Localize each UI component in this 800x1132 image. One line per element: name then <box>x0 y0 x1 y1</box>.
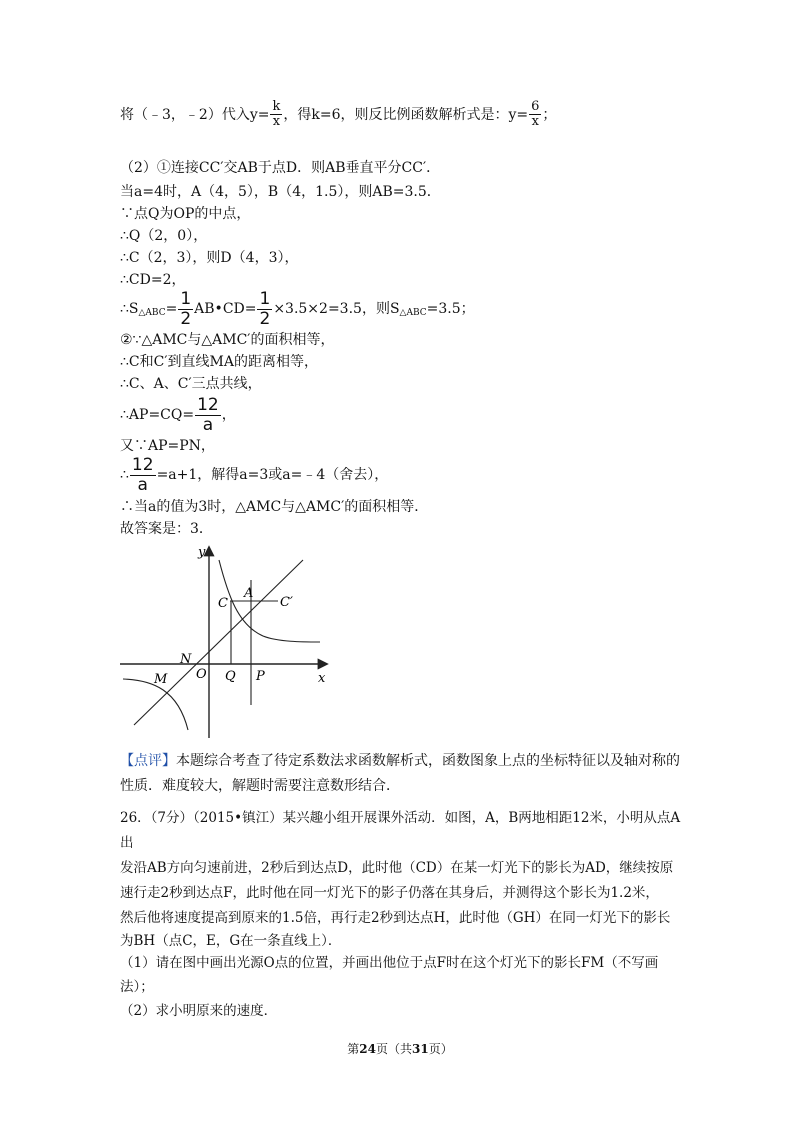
problem-line: 发沿AB方向匀速前进，2秒后到达点D，此时他（CD）在某一灯光下的影长为AD，继续按原 <box>120 860 674 876</box>
total-pages: 31 <box>412 1042 429 1056</box>
point-p-label: P <box>256 669 265 684</box>
solution-line: ∴CD=2， <box>120 272 186 288</box>
solve-a-line <box>120 456 388 494</box>
x-axis-label: x <box>318 671 326 686</box>
problem-line: 法）； <box>120 979 154 995</box>
frac-den: 2 <box>180 308 192 329</box>
solution-line: ∵点Q为OP的中点， <box>120 206 251 222</box>
line-ma <box>134 560 303 725</box>
subscript: △ABC <box>399 308 427 319</box>
fraction-half <box>257 290 272 328</box>
page-footer <box>0 1040 800 1057</box>
text-segment: =a+1，解得a=3或a=﹣4（舍去）， <box>156 467 389 484</box>
problem-line: 为BH（点C，E，G在一条直线上）． <box>120 933 342 949</box>
substitution-line <box>120 100 556 130</box>
solution-line: ∴C、A、C′三点共线， <box>120 376 262 392</box>
solution-line: ∴C（2，3），则D（4，3）， <box>120 250 299 266</box>
footer-text: 页） <box>428 1042 453 1056</box>
coordinate-figure <box>118 540 338 740</box>
problem-line: （2）求小明原来的速度． <box>120 1003 278 1019</box>
problem-line: 速行走2秒到达点F，此时他在同一灯光下的影子仍落在其身后，并测得这个影长为1.2米， <box>120 885 659 901</box>
fraction-6-over-x <box>529 100 541 130</box>
comment-block <box>120 749 685 799</box>
footer-text: 页（共 <box>375 1042 412 1056</box>
point-c-label: C <box>218 596 228 611</box>
fraction-half <box>178 290 193 328</box>
text-segment: ， <box>221 407 236 424</box>
text-segment: ∴AP=CQ= <box>120 407 195 424</box>
footer-text: 第 <box>347 1042 360 1056</box>
solution-line: ∴Q（2，0）， <box>120 228 208 244</box>
comment-line-1 <box>120 749 685 774</box>
subscript: △ABC <box>138 308 166 319</box>
point-n-label: N <box>180 652 192 667</box>
fraction-12-over-a <box>130 456 156 494</box>
point-m-label: M <box>154 672 168 687</box>
solution-line: 故答案是：3． <box>120 521 213 537</box>
frac-den: x <box>531 114 539 130</box>
frac-num: k <box>272 99 281 114</box>
solution-line: 又∵AP=PN， <box>120 438 215 454</box>
frac-den: a <box>137 474 148 495</box>
fraction-k-over-x <box>270 100 282 130</box>
frac-den: x <box>272 114 281 130</box>
solution-line: 当a=4时，A（4，5），B（4，1.5），则AB=3.5． <box>120 184 441 200</box>
comment-tag: 【点评】 <box>120 753 176 769</box>
comment-text: 本题综合考查了待定系数法求函数解析式，函数图象上点的坐标特征以及轴对称的 <box>176 753 680 769</box>
text-segment: 将（﹣3，﹣2）代入y= <box>120 106 270 123</box>
frac-num: 6 <box>531 99 540 114</box>
text-segment: ×3.5×2=3.5，则S <box>273 301 400 318</box>
page-number: 24 <box>359 1042 376 1056</box>
frac-num: 1 <box>259 289 271 309</box>
text-segment: AB•CD= <box>194 301 257 318</box>
frac-num: 1 <box>180 289 192 309</box>
y-axis-label: y <box>198 545 206 560</box>
point-c-prime-label: C′ <box>280 595 293 610</box>
area-formula-line <box>120 290 475 328</box>
text-segment: ； <box>542 106 557 123</box>
text-segment: ∴ <box>120 467 129 484</box>
frac-den: 2 <box>259 308 271 329</box>
fraction-12-over-a <box>195 396 221 434</box>
problem-line: 然后他将速度提高到原来的1.5倍，再行走2秒到达点H，此时他（GH）在同一灯光下的影长 <box>120 910 671 926</box>
frac-num: 12 <box>131 455 154 475</box>
text-segment: ，得k=6，则反比例函数解析式是：y= <box>283 106 529 123</box>
ap-cq-line <box>120 396 236 434</box>
problem-line: （1）请在图中画出光源O点的位置，并画出他位于点F时在这个灯光下的影长FM（不写画 <box>120 955 659 971</box>
point-q-label: Q <box>225 669 236 684</box>
frac-den: a <box>202 414 214 435</box>
solution-line: ∴当a的值为3时，△AMC与△AMC′的面积相等． <box>120 499 429 515</box>
comment-line-2: 性质．难度较大，解题时需要注意数形结合． <box>120 778 400 794</box>
problem-26 <box>120 806 685 1023</box>
solution-line: （2）①连接CC′交AB于点D．则AB垂直平分CC′． <box>120 160 441 176</box>
solution-line: ∴C和C′到直线MA的距离相等， <box>120 354 318 370</box>
origin-label: O <box>196 667 207 682</box>
problem-line: 26．（7分）（2015•镇江）某兴趣小组开展课外活动．如图，A，B两地相距12米，小明从点A出 <box>120 810 681 851</box>
solution-line: ②∵△AMC与△AMC′的面积相等， <box>120 332 335 348</box>
text-segment: =3.5； <box>426 301 475 318</box>
point-a-label: A <box>244 586 254 601</box>
text-segment: ∴S <box>120 301 139 318</box>
frac-num: 12 <box>197 395 219 415</box>
text-segment: = <box>165 301 178 318</box>
